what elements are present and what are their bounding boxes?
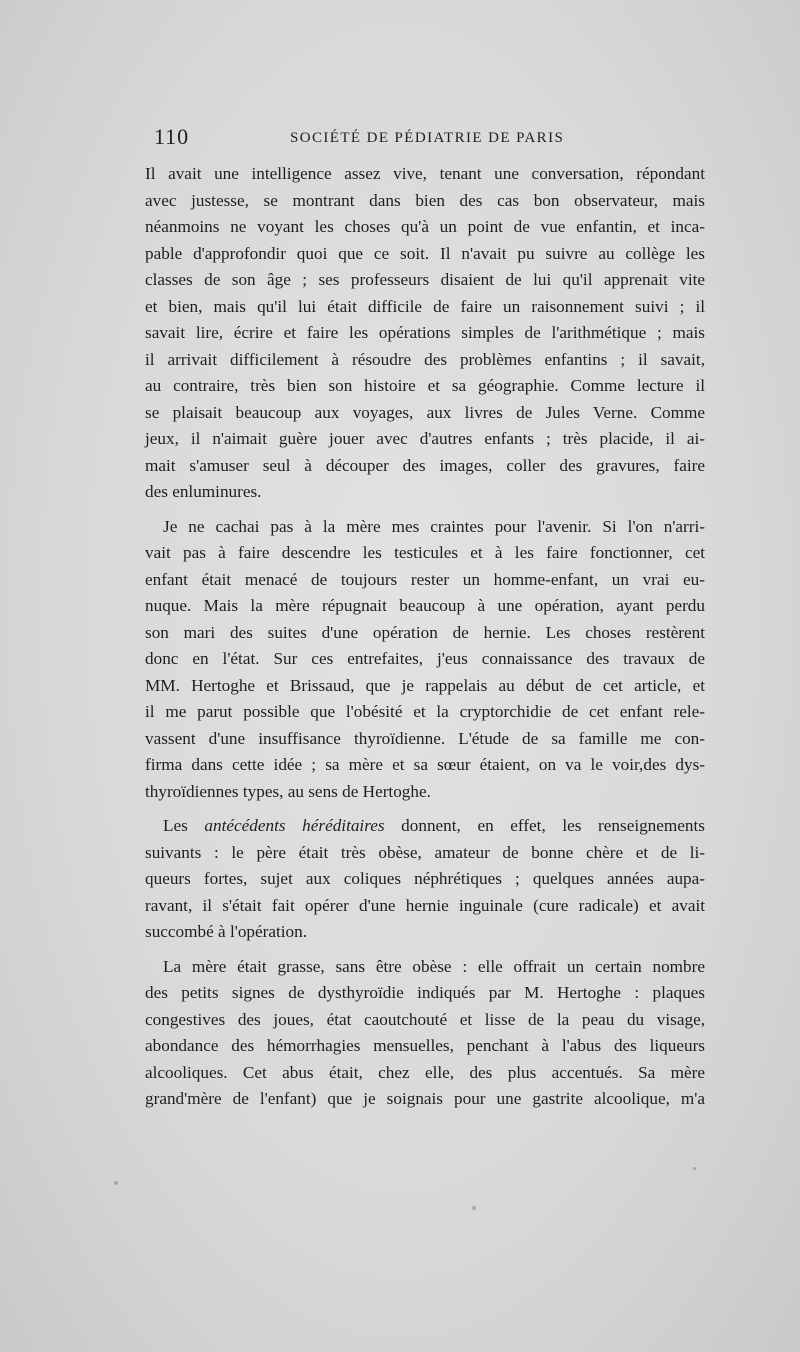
text-line: succombé à l'opération. — [145, 922, 308, 941]
text-line: grand'mère de l'enfant) que je soignais pour une gastrite alcoolique, m'a — [145, 1089, 705, 1108]
paragraph-2 — [145, 514, 705, 806]
text-line: congestives des joues, état caoutchouté et lisse de la peau du visage, — [145, 1009, 705, 1029]
text-line: jeux, il n'aimait guère jouer avec d'autres enfants ; très placide, il ai- — [145, 429, 705, 448]
italic-run: antécédents héréditaires — [204, 816, 385, 835]
paragraph-3 — [145, 813, 705, 946]
paragraph-4 — [145, 954, 705, 1113]
text-line: classes de son âge ; ses professeurs disaient de lui qu'il apprenait vite — [145, 270, 705, 289]
text-line: queurs fortes, sujet aux coliques néphrétiques ; quelques années aupa- — [145, 869, 705, 888]
text-line: au contraire, très bien son histoire et sa géographie. Comme lecture il — [145, 376, 705, 395]
text-line: Je ne cachai pas à la mère mes craintes pour l'avenir. Si l'on n'arri- — [163, 516, 705, 536]
text-run: donnent, en effet, les renseignements — [384, 816, 705, 835]
text-line: firma dans cette idée ; sa mère et sa sœur étaient, on va le voir,des dys- — [145, 755, 705, 774]
text-line: suivants : le père était très obèse, amateur de bonne chère et de li- — [145, 842, 705, 862]
text-line: vassent d'une insuffisance thyroïdienne. L'étude de sa famille me con- — [145, 728, 705, 748]
text-line: alcooliques. Cet abus était, chez elle, des plus accentués. Sa mère — [145, 1062, 705, 1082]
text-line: et bien, mais qu'il lui était difficile de faire un raisonnement suivi ; il — [145, 296, 705, 316]
text-line: ravant, il s'était fait opérer d'une hernie inguinale (cure radicale) et avait — [145, 895, 705, 915]
page-header — [154, 124, 710, 154]
page-number: 110 — [154, 124, 190, 149]
text-line: se plaisait beaucoup aux voyages, aux livres de Jules Verne. Comme — [145, 402, 705, 422]
body-text — [145, 161, 705, 1113]
text-line: nuque. Mais la mère répugnait beaucoup à une opération, ayant perdu — [145, 596, 705, 615]
text-line: des petits signes de dysthyroïdie indiqués par M. Hertoghe : plaques — [145, 983, 705, 1002]
text-line: Il avait une intelligence assez vive, tenant une conversation, répondant — [145, 164, 705, 183]
text-line: il arrivait difficilement à résoudre des problèmes enfantins ; il savait, — [145, 349, 705, 369]
text-line: thyroïdiennes types, au sens de Hertoghe. — [145, 781, 431, 801]
text-line — [145, 813, 705, 840]
text-line: La mère était grasse, sans être obèse : elle offrait un certain nombre — [163, 956, 705, 976]
paper-speck — [693, 1167, 696, 1170]
text-line: mait s'amuser seul à découper des images, coller des gravures, faire — [145, 455, 705, 475]
text-line: donc en l'état. Sur ces entrefaites, j'eus connaissance des travaux de — [145, 649, 705, 668]
paper-speck — [472, 1206, 476, 1210]
text-line: MM. Hertoghe et Brissaud, que je rappelais au début de cet article, et — [145, 675, 705, 695]
text-line: néanmoins ne voyant les choses qu'à un point de vue enfantin, et inca- — [145, 217, 705, 236]
text-line: savait lire, écrire et faire les opérations simples de l'arithmétique ; mais — [145, 323, 705, 342]
paper-speck — [114, 1181, 118, 1185]
text-line: il me parut possible que l'obésité et la cryptorchidie de cet enfant rele- — [145, 702, 705, 721]
text-line: des enluminures. — [145, 482, 262, 501]
text-line: enfant était menacé de toujours rester un homme-enfant, un vrai eu- — [145, 569, 705, 589]
text-line: vait pas à faire descendre les testicules et à les faire fonctionner, cet — [145, 543, 705, 562]
text-line: son mari des suites d'une opération de hernie. Les choses restèrent — [145, 622, 705, 642]
paragraph-1 — [145, 161, 705, 506]
text-run: Les — [163, 816, 205, 835]
text-line: abondance des hémorrhagies mensuelles, penchant à l'abus des liqueurs — [145, 1036, 705, 1055]
text-line: avec justesse, se montrant dans bien des cas bon observateur, mais — [145, 190, 705, 210]
running-title: SOCIÉTÉ DE PÉDIATRIE DE PARIS — [290, 130, 565, 146]
text-line: pable d'approfondir quoi que ce soit. Il n'avait pu suivre au collège les — [145, 243, 705, 263]
